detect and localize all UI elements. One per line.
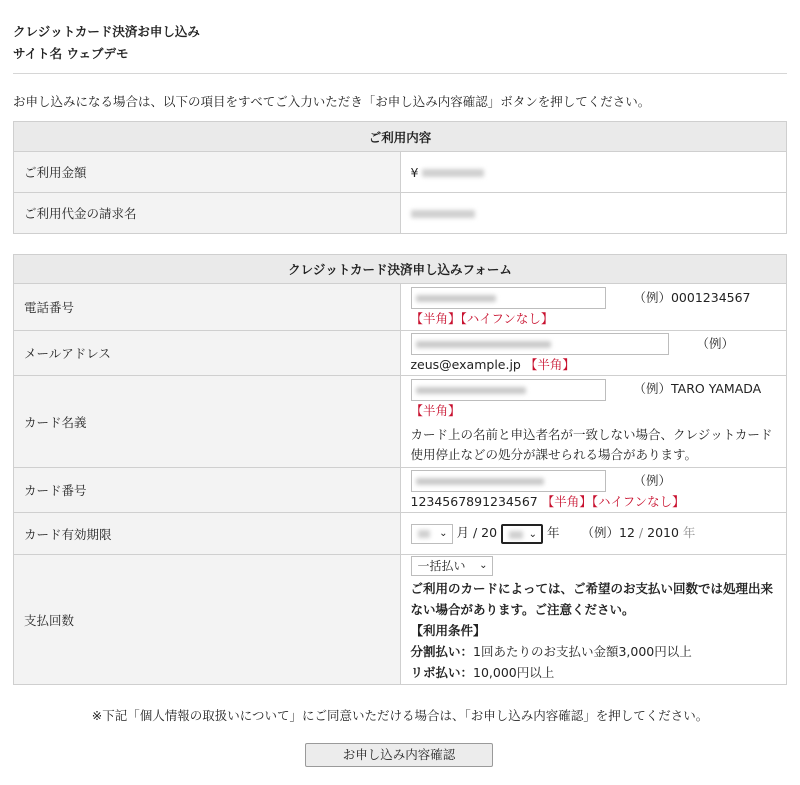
email-tag-halfwidth: 【半角】 <box>524 357 575 372</box>
split-condition <box>411 641 777 662</box>
payment-warning: ご利用のカードによっては、ご希望のお支払い回数では処理出来ない場合があります。ご注意ください。 <box>410 581 774 618</box>
expiry-example-sep: / <box>634 525 648 541</box>
card-number-tag-halfwidth: 【半角】 <box>541 494 592 509</box>
payment-count-selected: 一括払い <box>417 559 466 574</box>
billing-value <box>400 193 787 234</box>
site-name: サイト名 ウェブデモ <box>13 46 129 61</box>
card-name-example: （例）TARO YAMADA <box>633 381 762 396</box>
phone-tag-halfwidth: 【半角】 <box>410 311 461 326</box>
expiry-year-unit: 年 <box>547 525 560 541</box>
phone-example: （例）0001234567 <box>633 289 751 305</box>
payment-label: 支払回数 <box>14 555 401 685</box>
phone-label: 電話番号 <box>14 284 401 331</box>
footer-note: ※下記「個人情報の取扱いについて」にご同意いただける場合は、「お申し込み内容確認」を押してください。 <box>91 708 709 723</box>
card-name-tag-halfwidth: 【半角】 <box>410 402 461 418</box>
usage-heading: ご利用内容 <box>14 122 787 152</box>
billing-masked <box>411 210 475 218</box>
expiry-year-select[interactable] <box>501 524 543 544</box>
amount-label: ご利用金額 <box>14 152 401 193</box>
email-cell <box>400 331 787 376</box>
email-input[interactable] <box>411 333 669 355</box>
currency-symbol: ¥ <box>410 164 419 180</box>
card-number-tag-nohyphen: 【ハイフンなし】 <box>591 494 685 509</box>
card-form-table <box>13 254 787 685</box>
expiry-month-masked <box>418 530 430 538</box>
header-divider <box>13 73 787 74</box>
expiry-example-year-unit: 年 <box>678 525 696 541</box>
revo-label: リボ払い： <box>410 665 474 681</box>
email-example: （例）zeus@example.jp <box>410 335 734 372</box>
expiry-label: カード有効期限 <box>14 513 401 555</box>
usage-table <box>13 121 787 234</box>
billing-label: ご利用代金の請求名 <box>14 193 401 234</box>
card-name-input[interactable] <box>411 379 606 401</box>
confirm-button[interactable]: お申し込み内容確認 <box>305 743 493 767</box>
email-label: メールアドレス <box>14 331 401 376</box>
expiry-example-month: 12 <box>619 525 635 541</box>
revo-value: 10,000円以上 <box>473 665 555 681</box>
expiry-example-year: 2010 <box>647 525 679 541</box>
phone-cell <box>400 284 787 331</box>
expiry-example-prefix: （例） <box>581 525 620 541</box>
payment-count-select[interactable] <box>411 556 493 576</box>
card-number-cell <box>400 468 787 513</box>
card-number-example: （例）1234567891234567 <box>410 472 671 509</box>
expiry-year-masked <box>509 531 523 539</box>
expiry-cell <box>400 513 787 555</box>
expiry-month-unit: 月 / 20 <box>456 525 498 541</box>
phone-input[interactable] <box>411 287 606 309</box>
chevron-down-icon: ⌄ <box>528 528 538 540</box>
card-name-note: カード上の名前と申込者名が一致しない場合、クレジットカード使用停止などの処分が課せられる場合があります。 <box>410 426 773 462</box>
expiry-example <box>582 525 696 540</box>
chevron-down-icon: ⌄ <box>439 527 448 539</box>
page-header <box>13 21 200 65</box>
page-title: クレジットカード決済お申し込み <box>13 24 200 39</box>
card-name-label: カード名義 <box>14 376 401 468</box>
expiry-month-select[interactable] <box>411 524 453 544</box>
card-name-cell <box>400 376 787 468</box>
phone-tag-nohyphen: 【ハイフンなし】 <box>460 311 554 326</box>
amount-masked <box>422 169 484 177</box>
form-heading: クレジットカード決済申し込みフォーム <box>14 255 787 284</box>
intro-text: お申し込みになる場合は、以下の項目をすべてご入力いただき「お申し込み内容確認」ボタンを押してください。 <box>13 94 651 109</box>
split-label: 分割払い： <box>410 644 474 660</box>
chevron-down-icon: ⌄ <box>479 560 488 572</box>
conditions-title: 【利用条件】 <box>410 623 486 639</box>
card-number-label: カード番号 <box>14 468 401 513</box>
amount-value <box>400 152 787 193</box>
split-value: 1回あたりのお支払い金額3,000円以上 <box>473 644 692 660</box>
revo-condition <box>411 662 777 683</box>
payment-cell <box>400 555 787 685</box>
card-number-input[interactable] <box>411 470 606 492</box>
